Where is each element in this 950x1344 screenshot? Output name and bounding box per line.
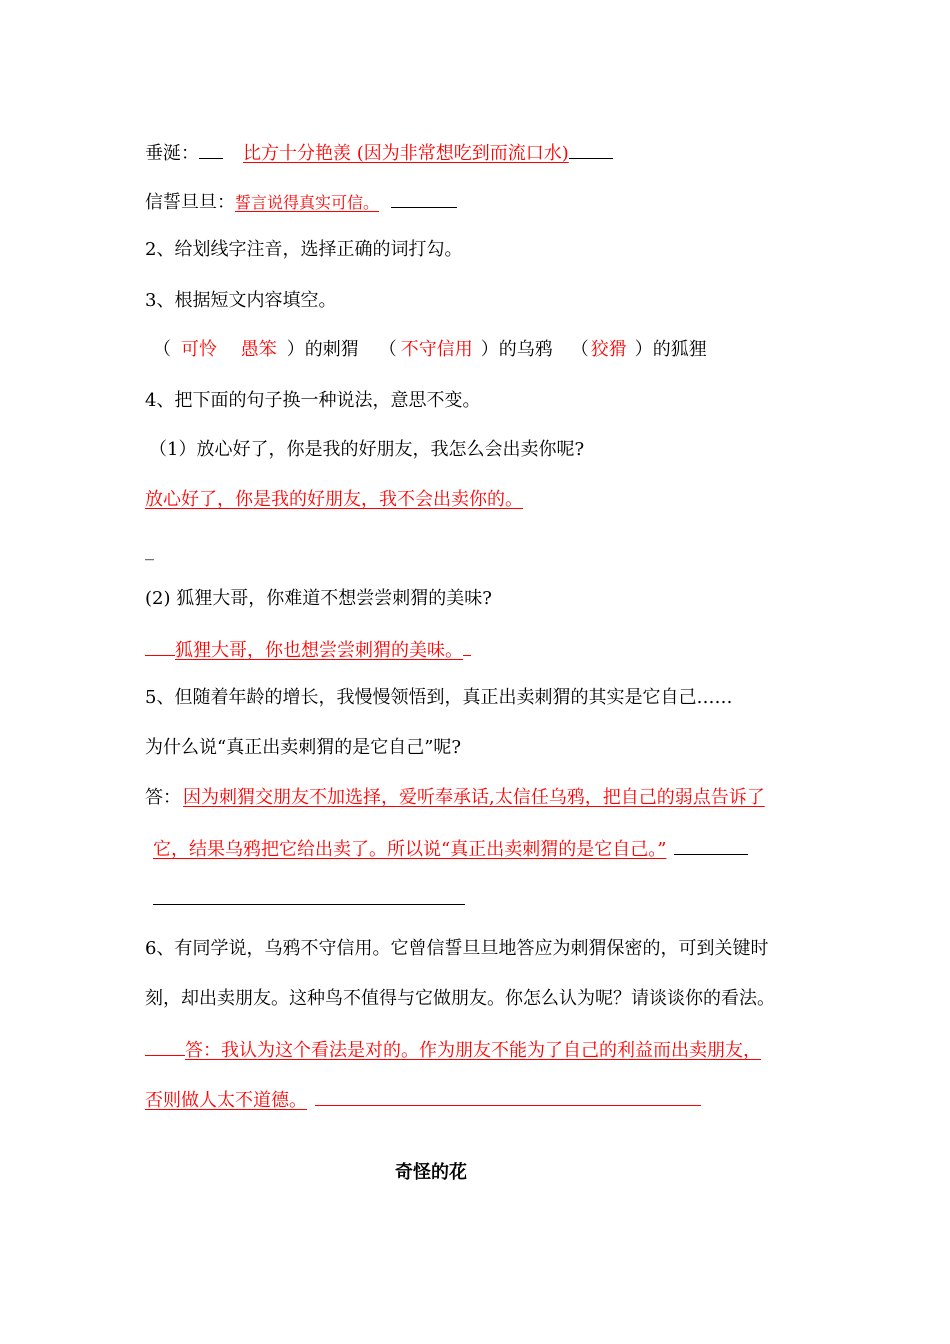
question-6-answer-2: 否则做人太不道德。 <box>145 1090 307 1111</box>
paren-close: ） <box>634 339 653 360</box>
blank-3-answer: 狡猾 <box>590 339 627 360</box>
question-4-answer-2-line <box>145 637 471 663</box>
paren-close: ） <box>480 339 499 360</box>
blank-underline <box>315 1087 701 1106</box>
blank-1-answer: 可怜 愚笨 <box>181 339 277 360</box>
blank-underline <box>391 189 457 208</box>
question-6-answer-line-1 <box>145 1037 761 1063</box>
question-6-line-2: 刻，却出卖朋友。这种鸟不值得与它做朋友。你怎么认为呢？请谈谈你的看法。 <box>145 988 775 1009</box>
blank-underline <box>569 140 613 159</box>
vocab-xinshi <box>145 189 457 215</box>
question-2: 2、给划线字注音，选择正确的词打勾。 <box>145 239 463 260</box>
blank-2-answer: 不守信用 <box>400 339 473 360</box>
question-6-answer-line-2 <box>145 1087 701 1113</box>
question-4-sentence-2: (2) 狐狸大哥，你难道不想尝尝刺猬的美味? <box>145 588 492 609</box>
blank-underline <box>145 1037 185 1056</box>
blank-underline <box>153 886 465 905</box>
answer-label: 答： <box>145 787 181 808</box>
paren-open: （ <box>378 339 397 360</box>
question-4-answer-2: 狐狸大哥，你也想尝尝刺猬的美味。 <box>175 640 463 661</box>
paren-open: （ <box>153 339 171 360</box>
question-5-answer-2: 它，结果乌鸦把它给出卖了。所以说“真正出卖刺猬的是它自己。” <box>153 839 667 860</box>
blank-2-after: 的乌鸦 <box>498 339 553 360</box>
question-6-line-1: 6、有同学说，乌鸦不守信用。它曾信誓旦旦地答应为刺猬保密的，可到关键时 <box>145 938 769 959</box>
blank-underline <box>463 637 471 656</box>
question-5-answer-1: 因为刺猬交朋友不加选择，爱听奉承话,太信任乌鸦，把自己的弱点告诉了 <box>183 787 765 808</box>
question-3-prompt: 3、根据短文内容填空。 <box>145 290 337 311</box>
section-title: 奇怪的花 <box>395 1162 467 1183</box>
question-5-answer-line-3 <box>153 886 465 912</box>
paren-close: ） <box>286 339 305 360</box>
question-4-sentence-1: （1）放心好了，你是我的好朋友，我怎么会出卖你呢? <box>149 439 585 460</box>
blank-underline <box>145 637 175 656</box>
question-3-blanks <box>145 338 707 362</box>
blank-1-after: 的刺猬 <box>304 339 359 360</box>
question-5-answer-line-2 <box>153 836 748 862</box>
vocab-chuixian <box>145 140 613 166</box>
vocab-xinshi-label: 信誓旦旦： <box>145 192 235 213</box>
blank-underline <box>199 140 223 159</box>
paren-open: （ <box>570 339 589 360</box>
question-6-answer-1: 答：我认为这个看法是对的。作为朋友不能为了自己的利益而出卖朋友， <box>185 1040 761 1061</box>
vocab-xinshi-answer: 誓言说得真实可信。 <box>235 193 380 212</box>
question-4-prompt: 4、把下面的句子换一种说法，意思不变。 <box>145 390 481 411</box>
question-5-prompt: 5、但随着年龄的增长，我慢慢领悟到，真正出卖刺猬的其实是它自己…… <box>145 687 733 708</box>
vocab-chuixian-answer: 比方十分艳羡 (因为非常想吃到而流口水) <box>243 143 569 164</box>
question-5-answer-line-1 <box>145 786 765 810</box>
question-4-answer-1: 放心好了，你是我的好朋友，我不会出卖你的。 <box>145 489 523 510</box>
question-4-dash: _ <box>145 540 154 561</box>
blank-3-after: 的狐狸 <box>652 339 707 360</box>
vocab-chuixian-label: 垂涎： <box>145 143 199 164</box>
blank-underline <box>674 836 748 855</box>
question-5-question: 为什么说“真正出卖刺猬的是它自己”呢? <box>145 737 462 758</box>
